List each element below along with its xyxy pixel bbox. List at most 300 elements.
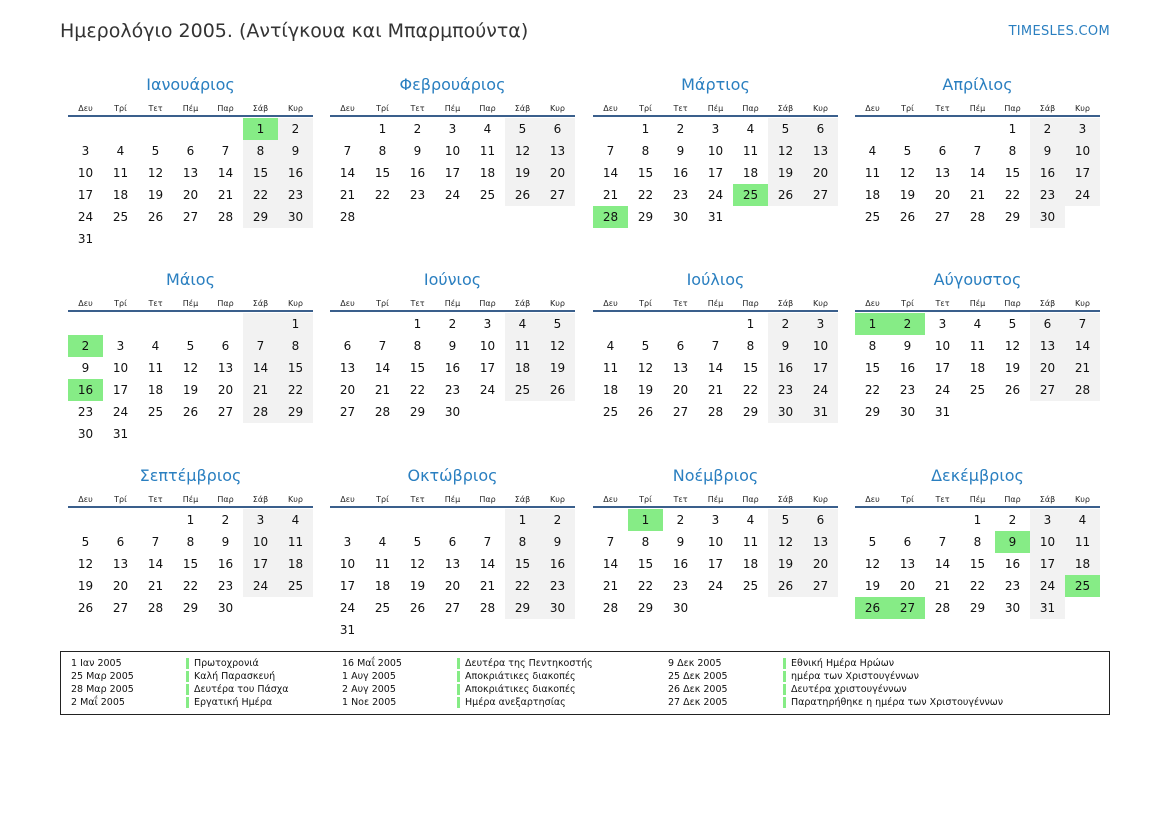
weekday-header: [593, 96, 838, 115]
day-cell: 30: [278, 206, 313, 228]
day-cell: 20: [672, 383, 689, 397]
weekday-label: Πέμ: [707, 299, 724, 308]
day-cell: 23: [444, 383, 461, 397]
day-cell: 21: [1065, 357, 1100, 379]
day-cell: 29: [1004, 210, 1021, 224]
empty-cell: [470, 619, 505, 641]
day-cell: 29: [637, 210, 654, 224]
weekday-label: Κυρ: [813, 104, 828, 113]
day-cell: 30: [672, 210, 689, 224]
weekday-label: Τρί: [114, 495, 127, 504]
day-cell: 15: [182, 557, 199, 571]
holiday-marker-icon: [457, 697, 460, 708]
day-cell: 9: [1030, 140, 1065, 162]
day-cell: 3: [116, 339, 125, 353]
day-cell: 15: [637, 166, 654, 180]
day-cell: 14: [602, 557, 619, 571]
empty-cell: [1065, 206, 1100, 228]
day-cell: 6: [186, 144, 195, 158]
day-cell: 10: [1030, 531, 1065, 553]
holiday-date: 2 Αυγ 2005: [342, 684, 396, 695]
day-cell: 17: [1065, 162, 1100, 184]
day-cell: 21: [217, 188, 234, 202]
empty-cell: [278, 597, 313, 619]
weekday-header: [855, 487, 1100, 506]
day-cell: 24: [707, 188, 724, 202]
day-cell: 8: [1008, 144, 1017, 158]
day-cell: 18: [505, 357, 540, 379]
day-cell: 18: [742, 557, 759, 571]
day-cell: 7: [938, 535, 947, 549]
day-cell: 27: [1030, 379, 1065, 401]
day-cell: 15: [742, 361, 759, 375]
day-grid: [330, 313, 575, 423]
day-cell: 25: [864, 210, 881, 224]
day-cell: 13: [803, 531, 838, 553]
day-cell: 19: [182, 383, 199, 397]
weekday-label: Δευ: [865, 299, 880, 308]
weekday-label: Τρί: [376, 299, 389, 308]
month-name: Απρίλιος: [942, 75, 1013, 94]
month-name: Ιούνιος: [423, 270, 482, 289]
day-cell: 19: [77, 579, 94, 593]
weekday-label: Παρ: [1004, 495, 1021, 504]
weekday-label: Παρ: [479, 299, 496, 308]
weekday-label: Τετ: [148, 495, 163, 504]
day-cell: 16: [672, 166, 689, 180]
weekday-label: Παρ: [479, 104, 496, 113]
month-block: [330, 74, 575, 228]
day-cell: 8: [746, 339, 755, 353]
weekday-header: [330, 487, 575, 506]
page-title: Ημερολόγιο 2005. (Αντίγκουα και Μπαρμπούντα): [60, 20, 529, 42]
day-cell: 1: [186, 513, 195, 527]
empty-cell: [960, 401, 995, 423]
empty-cell: [435, 206, 470, 228]
legend-column: [71, 657, 289, 709]
legend-item: [342, 696, 593, 709]
day-cell: 22: [1004, 188, 1021, 202]
day-cell: 14: [1065, 335, 1100, 357]
empty-cell: [890, 118, 925, 140]
day-cell: 21: [339, 188, 356, 202]
empty-cell: [925, 509, 960, 531]
day-cell: 25: [278, 575, 313, 597]
holiday-name: Αποκριάτικες διακοπές: [465, 684, 576, 695]
holiday-name: Αποκριάτικες διακοπές: [465, 671, 576, 682]
day-cell: 8: [243, 140, 278, 162]
weekday-label: Σάβ: [514, 299, 531, 308]
holiday-date: 1 Ιαν 2005: [71, 658, 122, 669]
empty-cell: [330, 313, 365, 335]
day-cell: 16: [1004, 557, 1021, 571]
empty-cell: [138, 313, 173, 335]
empty-cell: [995, 401, 1030, 423]
day-cell: 24: [934, 383, 951, 397]
weekday-header: [68, 487, 313, 506]
day-cell: 22: [969, 579, 986, 593]
month-block: [68, 269, 313, 445]
day-cell: 15: [969, 557, 986, 571]
weekday-label: Κυρ: [288, 495, 303, 504]
day-cell: 21: [602, 579, 619, 593]
day-cell: 10: [934, 339, 951, 353]
day-cell: 10: [707, 144, 724, 158]
day-cell: 14: [243, 357, 278, 379]
day-cell: 28: [147, 601, 164, 615]
day-cell: 24: [803, 379, 838, 401]
weekday-label: Παρ: [479, 495, 496, 504]
day-cell: 11: [742, 144, 759, 158]
holiday-name: Εργατική Ημέρα: [194, 697, 273, 708]
day-cell: 14: [339, 166, 356, 180]
weekday-label: Σάβ: [252, 299, 269, 308]
weekday-label: Κυρ: [550, 495, 565, 504]
empty-cell: [138, 118, 173, 140]
empty-cell: [330, 118, 365, 140]
day-cell: 29: [637, 601, 654, 615]
day-cell: 28: [969, 210, 986, 224]
legend-item: [71, 696, 289, 709]
holiday-name: Καλή Παρασκευή: [194, 671, 276, 682]
day-cell: 1: [413, 317, 422, 331]
day-cell: 3: [343, 535, 352, 549]
day-cell: 29: [864, 405, 881, 419]
weekday-label: Τετ: [410, 104, 425, 113]
day-cell: 31: [803, 401, 838, 423]
day-cell: 7: [973, 144, 982, 158]
day-cell: 5: [151, 144, 160, 158]
empty-cell: [540, 401, 575, 423]
weekday-label: Κυρ: [813, 495, 828, 504]
day-cell: 18: [969, 361, 986, 375]
holiday-name: Δευτέρα της Πεντηκοστής: [465, 658, 593, 669]
weekday-label: Τετ: [673, 299, 688, 308]
day-cell: 11: [374, 557, 391, 571]
day-cell: 8: [868, 339, 877, 353]
empty-cell: [925, 118, 960, 140]
holiday-name: Εθνική Ημέρα Ηρώων: [791, 658, 895, 669]
day-cell: 27: [672, 405, 689, 419]
empty-cell: [593, 509, 628, 531]
day-cell: 11: [864, 166, 881, 180]
day-cell: 12: [540, 335, 575, 357]
day-cell: 27: [934, 210, 951, 224]
day-cell: 13: [672, 361, 689, 375]
day-grid: [330, 509, 575, 641]
empty-cell: [890, 509, 925, 531]
header-divider: [330, 310, 575, 312]
weekday-label: Δευ: [340, 104, 355, 113]
weekday-label: Τετ: [148, 104, 163, 113]
day-cell: 5: [768, 118, 803, 140]
empty-cell: [365, 509, 400, 531]
day-cell: 1: [378, 122, 387, 136]
weekday-header: [593, 291, 838, 310]
day-cell: 2: [540, 509, 575, 531]
day-cell: 4: [483, 122, 492, 136]
empty-cell: [435, 509, 470, 531]
brand-link[interactable]: TIMESLES.COM: [1008, 24, 1110, 39]
empty-cell: [243, 423, 278, 445]
day-cell: 30: [217, 601, 234, 615]
header-divider: [593, 506, 838, 508]
day-cell: 26: [147, 210, 164, 224]
day-cell: 20: [217, 383, 234, 397]
day-grid: [68, 118, 313, 250]
day-cell: 23: [768, 379, 803, 401]
weekday-label: Κυρ: [1075, 104, 1090, 113]
day-cell: 16: [409, 166, 426, 180]
month-name: Φεβρουάριος: [399, 75, 506, 94]
day-cell: 25: [112, 210, 129, 224]
day-cell: 7: [606, 144, 615, 158]
day-cell: 11: [278, 531, 313, 553]
day-cell: 6: [803, 509, 838, 531]
month-name: Μάιος: [166, 270, 215, 289]
day-cell: 28: [593, 206, 628, 228]
holiday-date: 1 Νοε 2005: [342, 697, 397, 708]
day-cell: 21: [479, 579, 496, 593]
day-cell: 15: [374, 166, 391, 180]
day-cell: 7: [221, 144, 230, 158]
weekday-label: Πέμ: [444, 104, 461, 113]
weekday-label: Πέμ: [182, 299, 199, 308]
empty-cell: [103, 509, 138, 531]
day-cell: 15: [1004, 166, 1021, 180]
holiday-marker-icon: [186, 697, 189, 708]
empty-cell: [1065, 597, 1100, 619]
legend-item: [668, 683, 1003, 696]
legend-item: [668, 670, 1003, 683]
day-cell: 4: [746, 513, 755, 527]
day-cell: 2: [1030, 118, 1065, 140]
day-cell: 28: [934, 601, 951, 615]
day-cell: 26: [540, 379, 575, 401]
day-cell: 6: [803, 118, 838, 140]
legend-item: [668, 696, 1003, 709]
weekday-label: Παρ: [742, 495, 759, 504]
empty-cell: [768, 597, 803, 619]
day-cell: 6: [116, 535, 125, 549]
day-cell: 30: [1030, 206, 1065, 228]
weekday-label: Κυρ: [288, 299, 303, 308]
day-cell: 30: [1004, 601, 1021, 615]
day-cell: 30: [77, 427, 94, 441]
day-cell: 25: [374, 601, 391, 615]
day-cell: 4: [973, 317, 982, 331]
weekday-label: Κυρ: [1075, 299, 1090, 308]
day-cell: 7: [243, 335, 278, 357]
day-cell: 20: [803, 162, 838, 184]
day-cell: 4: [606, 339, 615, 353]
day-cell: 23: [672, 579, 689, 593]
weekday-label: Τρί: [114, 104, 127, 113]
day-cell: 26: [1004, 383, 1021, 397]
day-cell: 10: [243, 531, 278, 553]
day-cell: 17: [112, 383, 129, 397]
day-cell: 19: [540, 357, 575, 379]
weekday-label: Τετ: [935, 104, 950, 113]
month-block: [855, 269, 1100, 423]
month-name: Αύγουστος: [933, 270, 1022, 289]
day-cell: 11: [602, 361, 619, 375]
empty-cell: [68, 118, 103, 140]
header-divider: [68, 310, 313, 312]
weekday-label: Παρ: [217, 104, 234, 113]
day-cell: 21: [934, 579, 951, 593]
day-cell: 3: [243, 509, 278, 531]
day-cell: 12: [147, 166, 164, 180]
day-cell: 5: [768, 509, 803, 531]
empty-cell: [593, 313, 628, 335]
day-cell: 22: [505, 575, 540, 597]
day-cell: 19: [505, 162, 540, 184]
weekday-label: Δευ: [865, 495, 880, 504]
day-cell: 25: [147, 405, 164, 419]
day-cell: 14: [969, 166, 986, 180]
weekday-label: Δευ: [865, 104, 880, 113]
day-cell: 27: [217, 405, 234, 419]
holiday-marker-icon: [457, 658, 460, 669]
day-cell: 17: [934, 361, 951, 375]
day-cell: 3: [1065, 118, 1100, 140]
day-cell: 31: [934, 405, 951, 419]
day-cell: 5: [505, 118, 540, 140]
empty-cell: [470, 401, 505, 423]
legend-item: [71, 657, 289, 670]
day-cell: 16: [899, 361, 916, 375]
holiday-marker-icon: [783, 684, 786, 695]
day-cell: 23: [217, 579, 234, 593]
empty-cell: [663, 313, 698, 335]
empty-cell: [470, 206, 505, 228]
weekday-label: Τρί: [639, 299, 652, 308]
day-cell: 9: [768, 335, 803, 357]
legend-column: [342, 657, 593, 709]
day-cell: 8: [973, 535, 982, 549]
day-cell: 8: [641, 535, 650, 549]
day-cell: 11: [1065, 531, 1100, 553]
holiday-marker-icon: [186, 671, 189, 682]
day-cell: 22: [243, 184, 278, 206]
day-cell: 22: [278, 379, 313, 401]
empty-cell: [278, 423, 313, 445]
day-cell: 9: [903, 339, 912, 353]
day-cell: 16: [540, 553, 575, 575]
day-cell: 5: [641, 339, 650, 353]
empty-cell: [103, 313, 138, 335]
day-cell: 19: [864, 579, 881, 593]
day-cell: 30: [768, 401, 803, 423]
day-cell: 30: [540, 597, 575, 619]
day-cell: 31: [1030, 597, 1065, 619]
day-cell: 17: [803, 357, 838, 379]
header-divider: [855, 310, 1100, 312]
empty-cell: [505, 401, 540, 423]
day-cell: 5: [868, 535, 877, 549]
weekday-label: Σάβ: [1039, 104, 1056, 113]
day-cell: 7: [378, 339, 387, 353]
day-cell: 4: [1065, 509, 1100, 531]
day-cell: 4: [151, 339, 160, 353]
day-cell: 11: [479, 144, 496, 158]
day-cell: 9: [81, 361, 90, 375]
day-cell: 14: [374, 361, 391, 375]
day-cell: 25: [1065, 575, 1100, 597]
day-cell: 20: [112, 579, 129, 593]
empty-cell: [173, 313, 208, 335]
day-cell: 16: [444, 361, 461, 375]
day-cell: 5: [413, 535, 422, 549]
day-cell: 1: [641, 122, 650, 136]
day-cell: 29: [742, 405, 759, 419]
holiday-date: 26 Δεκ 2005: [668, 684, 728, 695]
weekday-label: Πέμ: [182, 104, 199, 113]
day-cell: 11: [505, 335, 540, 357]
month-block: [593, 465, 838, 619]
weekday-label: Σάβ: [252, 495, 269, 504]
holiday-name: ημέρα των Χριστουγέννων: [791, 671, 919, 682]
weekday-label: Τρί: [901, 495, 914, 504]
empty-cell: [400, 509, 435, 531]
empty-cell: [278, 228, 313, 250]
holiday-date: 2 Μαΐ 2005: [71, 697, 125, 708]
empty-cell: [330, 509, 365, 531]
day-cell: 8: [378, 144, 387, 158]
day-cell: 22: [637, 188, 654, 202]
holiday-date: 16 Μαΐ 2005: [342, 658, 402, 669]
weekday-label: Πέμ: [444, 495, 461, 504]
empty-cell: [1030, 401, 1065, 423]
holiday-name: Δευτέρα του Πάσχα: [194, 684, 289, 695]
day-cell: 15: [278, 357, 313, 379]
day-cell: 13: [112, 557, 129, 571]
holiday-marker-icon: [783, 671, 786, 682]
day-cell: 27: [803, 575, 838, 597]
month-name: Μάρτιος: [681, 75, 750, 94]
day-cell: 5: [903, 144, 912, 158]
weekday-label: Τρί: [901, 299, 914, 308]
day-cell: 21: [707, 383, 724, 397]
day-cell: 15: [409, 361, 426, 375]
weekday-header: [68, 291, 313, 310]
holiday-legend: [60, 651, 1110, 715]
empty-cell: [855, 509, 890, 531]
day-cell: 9: [448, 339, 457, 353]
day-grid: [855, 118, 1100, 228]
weekday-label: Δευ: [78, 299, 93, 308]
empty-cell: [540, 206, 575, 228]
day-cell: 3: [803, 313, 838, 335]
legend-item: [668, 657, 1003, 670]
weekday-label: Πέμ: [969, 495, 986, 504]
day-cell: 17: [707, 166, 724, 180]
day-cell: 1: [505, 509, 540, 531]
weekday-label: Πέμ: [182, 495, 199, 504]
day-cell: 10: [112, 361, 129, 375]
legend-item: [71, 670, 289, 683]
weekday-label: Τετ: [673, 104, 688, 113]
day-cell: 18: [147, 383, 164, 397]
holiday-date: 28 Μαρ 2005: [71, 684, 134, 695]
day-cell: 31: [112, 427, 129, 441]
weekday-label: Κυρ: [550, 299, 565, 308]
weekday-label: Πέμ: [707, 495, 724, 504]
weekday-label: Σάβ: [1039, 299, 1056, 308]
weekday-label: Σάβ: [777, 495, 794, 504]
day-cell: 8: [186, 535, 195, 549]
